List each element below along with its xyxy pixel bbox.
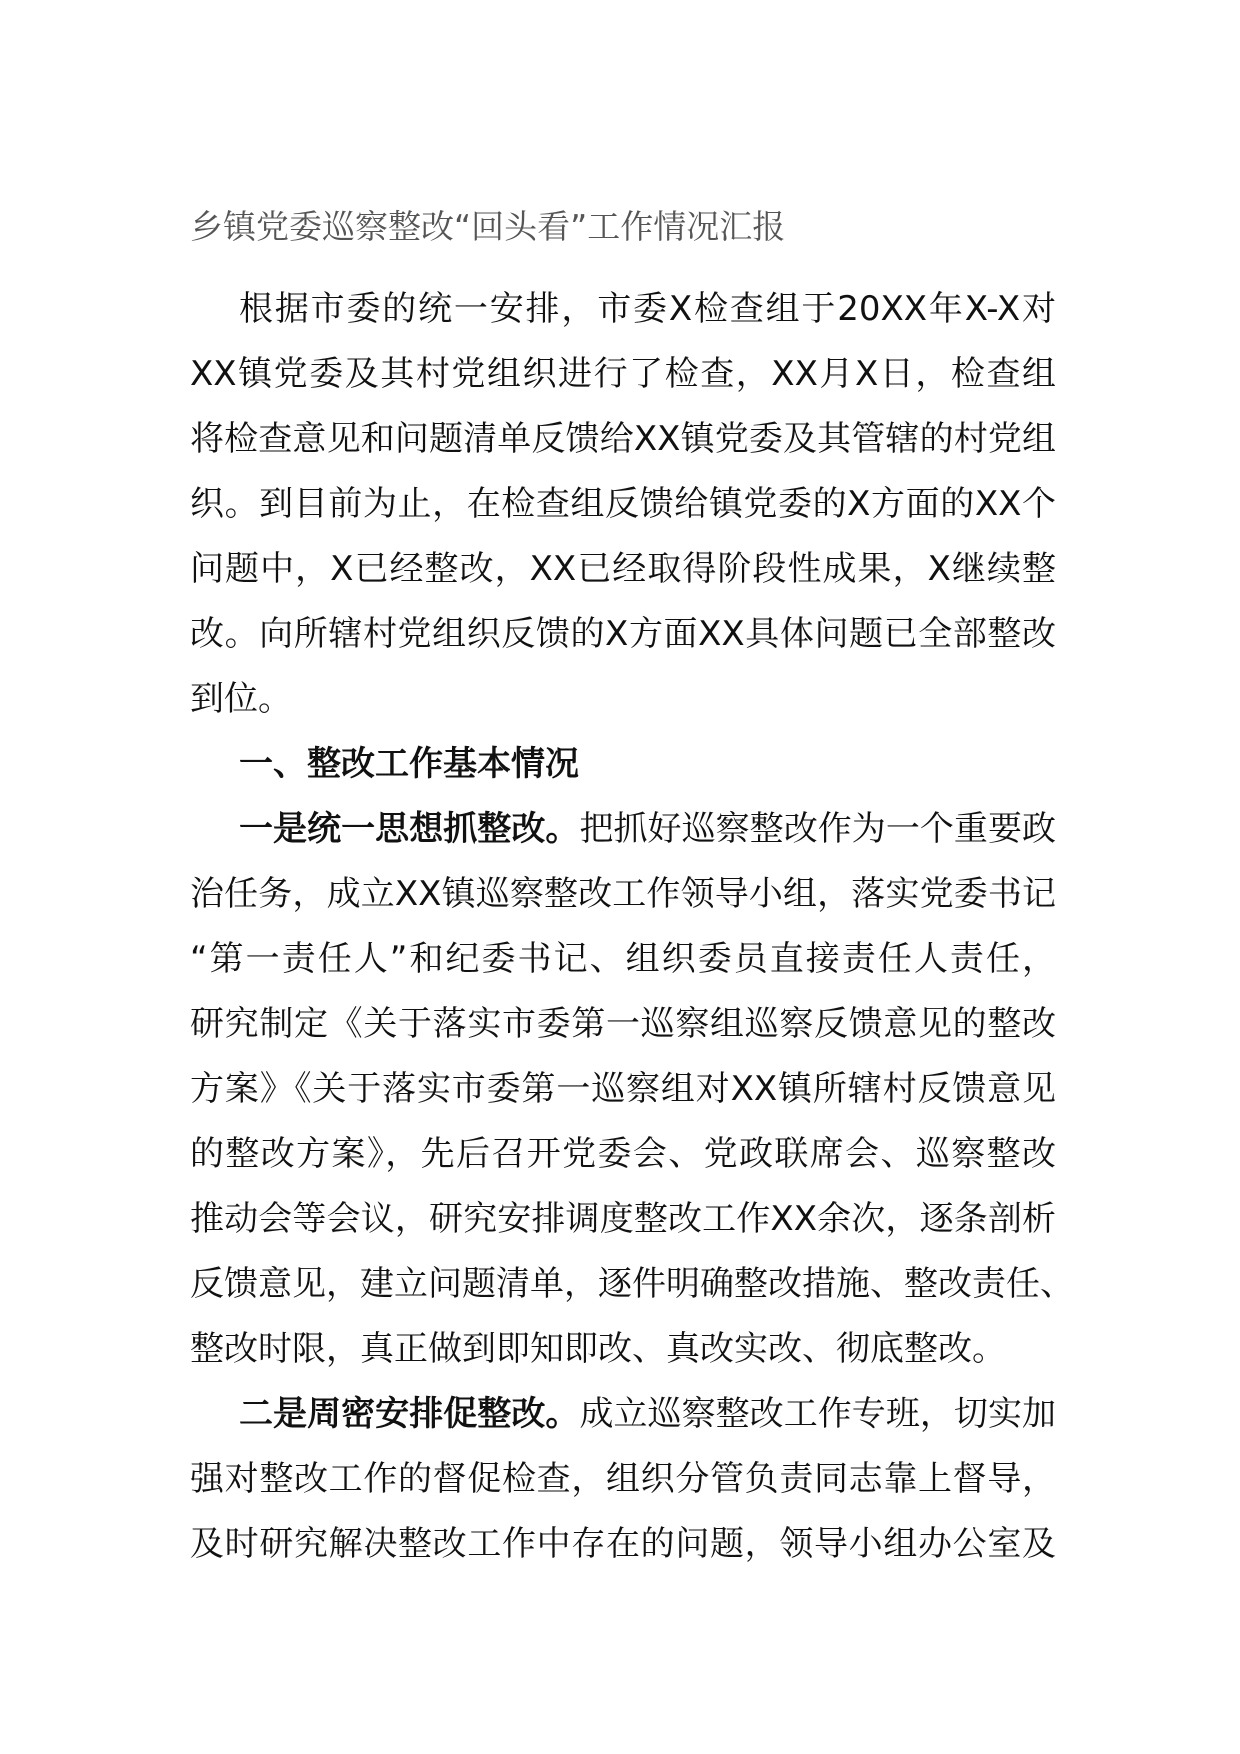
text-line: 根据市委的统一安排，市委X检查组于20XX年X-X对 — [239, 289, 1056, 329]
text-line: 的整改方案》，先后召开党委会、党政联席会、巡察整改 — [190, 1134, 1056, 1174]
text-line: 治任务，成立XX镇巡察整改工作领导小组，落实党委书记 — [190, 874, 1056, 914]
text-line: XX镇党委及其村党组织进行了检查，XX月X日，检查组 — [190, 354, 1056, 394]
text-line: 研究制定《关于落实市委第一巡察组巡察反馈意见的整改 — [190, 1004, 1056, 1044]
intro-paragraph — [190, 277, 1056, 732]
paragraph-1 — [190, 797, 1074, 1382]
text-line: 改。向所辖村党组织反馈的X方面XX具体问题已全部整改 — [190, 614, 1056, 654]
text-line: 方案》《关于落实市委第一巡察组对XX镇所辖村反馈意见 — [190, 1069, 1056, 1109]
text-line: 问题中，X已经整改，XX已经取得阶段性成果，X继续整 — [190, 549, 1056, 589]
text-line: 整改时限，真正做到即知即改、真改实改、彻底整改。 — [190, 1329, 1006, 1369]
text-line: 强对整改工作的督促检查，组织分管负责同志靠上督导， — [190, 1459, 1056, 1499]
text-line: 将检查意见和问题清单反馈给XX镇党委及其管辖的村党组 — [190, 419, 1056, 459]
text-line — [190, 1382, 1056, 1447]
text-line — [190, 797, 1056, 862]
text-line: 到位。 — [190, 679, 292, 719]
paragraph-2 — [190, 1382, 1056, 1577]
text-line: “第一责任人”和纪委书记、组织委员直接责任人责任， — [190, 939, 1056, 979]
text-line: 及时研究解决整改工作中存在的问题，领导小组办公室及 — [190, 1524, 1056, 1564]
section-heading — [190, 732, 1056, 797]
text-line: 反馈意见，建立问题清单，逐件明确整改措施、整改责任、 — [190, 1264, 1074, 1304]
section-heading-text: 一、整改工作基本情况 — [239, 744, 579, 784]
text-segment: 成立巡察整改工作专班，切实加 — [579, 1394, 1057, 1434]
paragraph-lead: 一是统一思想抓整改。 — [239, 809, 580, 849]
text-line: 织。到目前为止，在检查组反馈给镇党委的X方面的XX个 — [190, 484, 1056, 524]
document-title: 乡镇党委巡察整改“回头看”工作情况汇报 — [190, 207, 786, 246]
paragraph-lead: 二是周密安排促整改。 — [239, 1394, 580, 1434]
document-body — [190, 277, 1074, 1577]
text-line: 推动会等会议，研究安排调度整改工作XX余次，逐条剖析 — [190, 1199, 1056, 1239]
text-segment: 把抓好巡察整改作为一个重要政 — [579, 809, 1057, 849]
